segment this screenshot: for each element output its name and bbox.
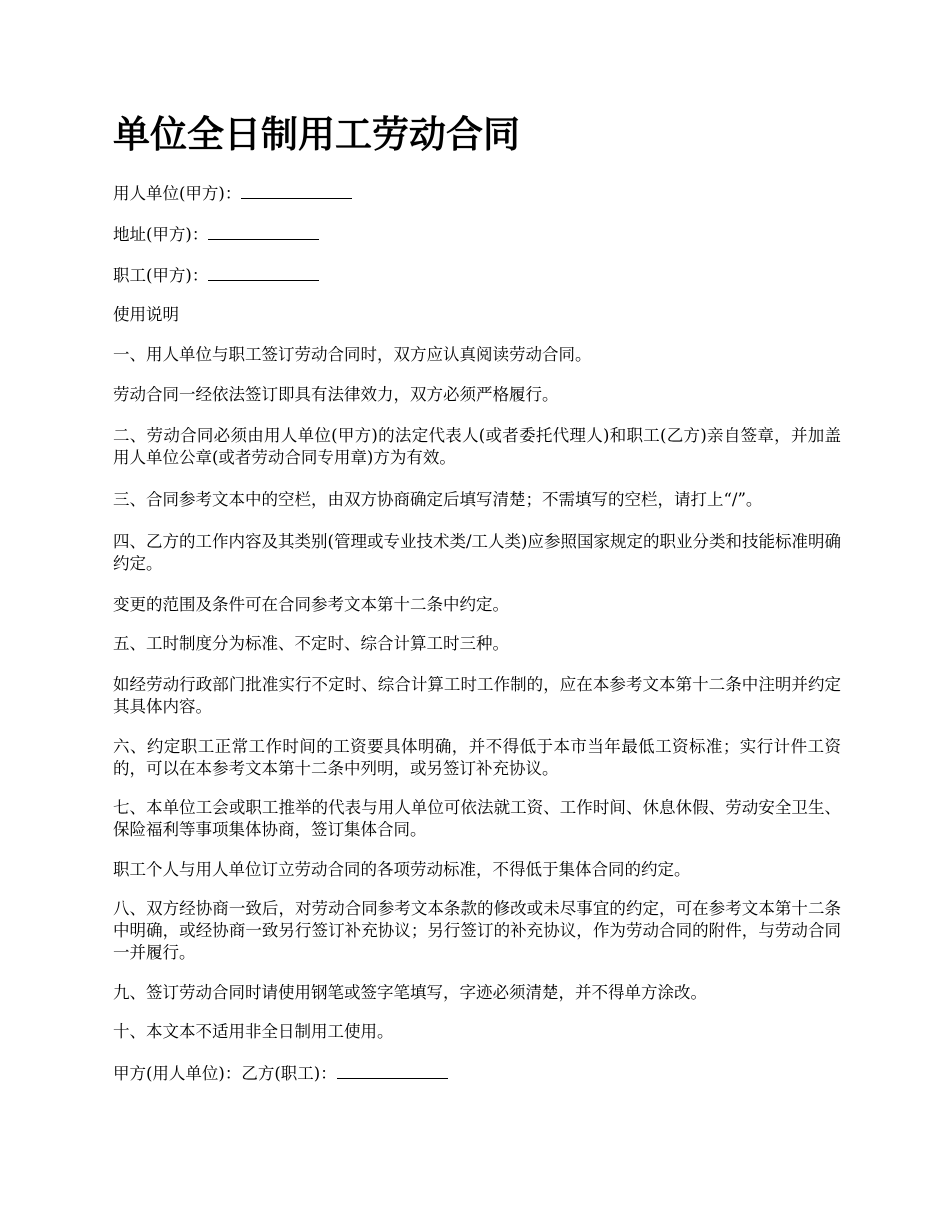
paragraph-10: 七、本单位工会或职工推举的代表与用人单位可依法就工资、工作时间、休息休假、劳动安全卫生、保险福利等事项集体协商，签订集体合同。: [113, 798, 841, 839]
address-blank-line: [208, 222, 319, 240]
paragraph-7: 五、工时制度分为标准、不定时、综合计算工时三种。: [113, 634, 509, 653]
paragraph-6: 变更的范围及条件可在合同参考文本第十二条中约定。: [113, 595, 509, 614]
paragraph-4: 三、合同参考文本中的空栏，由双方协商确定后填写清楚；不需填写的空栏，请打上“/”。: [113, 490, 763, 509]
paragraph-5: 四、乙方的工作内容及其类别(管理或专业技术类/工人类)应参照国家规定的职业分类和技能标准明确约定。: [113, 532, 841, 573]
employer-label: 用人单位(甲方)：: [113, 184, 242, 203]
signature-line: [113, 1061, 841, 1085]
paragraph-9: 六、约定职工正常工作时间的工资要具体明确，并不得低于本市当年最低工资标准；实行计件工资的，可以在本参考文本第十二条中列明，或另签订补充协议。: [113, 737, 841, 778]
employer-blank-line: [241, 181, 352, 199]
usage-heading: 使用说明: [113, 305, 179, 324]
paragraph-12: 八、双方经协商一致后，对劳动合同参考文本条款的修改或未尽事宜的约定，可在参考文本第十二条中明确，或经协商一致另行签订补充协议；另行签订的补充协议，作为劳动合同的附件，与劳动合同一并履行。: [113, 899, 841, 962]
employer-field: [113, 181, 841, 205]
paragraph-8: 如经劳动行政部门批准实行不定时、综合计算工时工作制的，应在本参考文本第十二条中注明并约定其具体内容。: [113, 675, 841, 716]
paragraph-2: 劳动合同一经依法签订即具有法律效力，双方必须严格履行。: [113, 385, 559, 404]
paragraph-13: 九、签订劳动合同时请使用钢笔或签字笔填写，字迹必须清楚，并不得单方涂改。: [113, 983, 707, 1002]
paragraph-1: 一、用人单位与职工签订劳动合同时，双方应认真阅读劳动合同。: [113, 345, 592, 364]
address-field: [113, 222, 841, 246]
worker-field: [113, 263, 841, 287]
worker-blank-line: [208, 263, 319, 281]
address-label: 地址(甲方)：: [113, 225, 209, 244]
paragraph-11: 职工个人与用人单位订立劳动合同的各项劳动标准，不得低于集体合同的约定。: [113, 860, 691, 879]
signature-blank-line: [337, 1061, 448, 1079]
paragraph-3: 二、劳动合同必须由用人单位(甲方)的法定代表人(或者委托代理人)和职工(乙方)亲自签章，并加盖用人单位公章(或者劳动合同专用章)方为有效。: [113, 426, 841, 467]
paragraph-14: 十、本文本不适用非全日制用工使用。: [113, 1022, 394, 1041]
signature-label: 甲方(用人单位)：乙方(职工)：: [113, 1064, 337, 1083]
worker-label: 职工(甲方)：: [113, 266, 209, 285]
document-title: 单位全日制用工劳动合同: [113, 113, 520, 156]
